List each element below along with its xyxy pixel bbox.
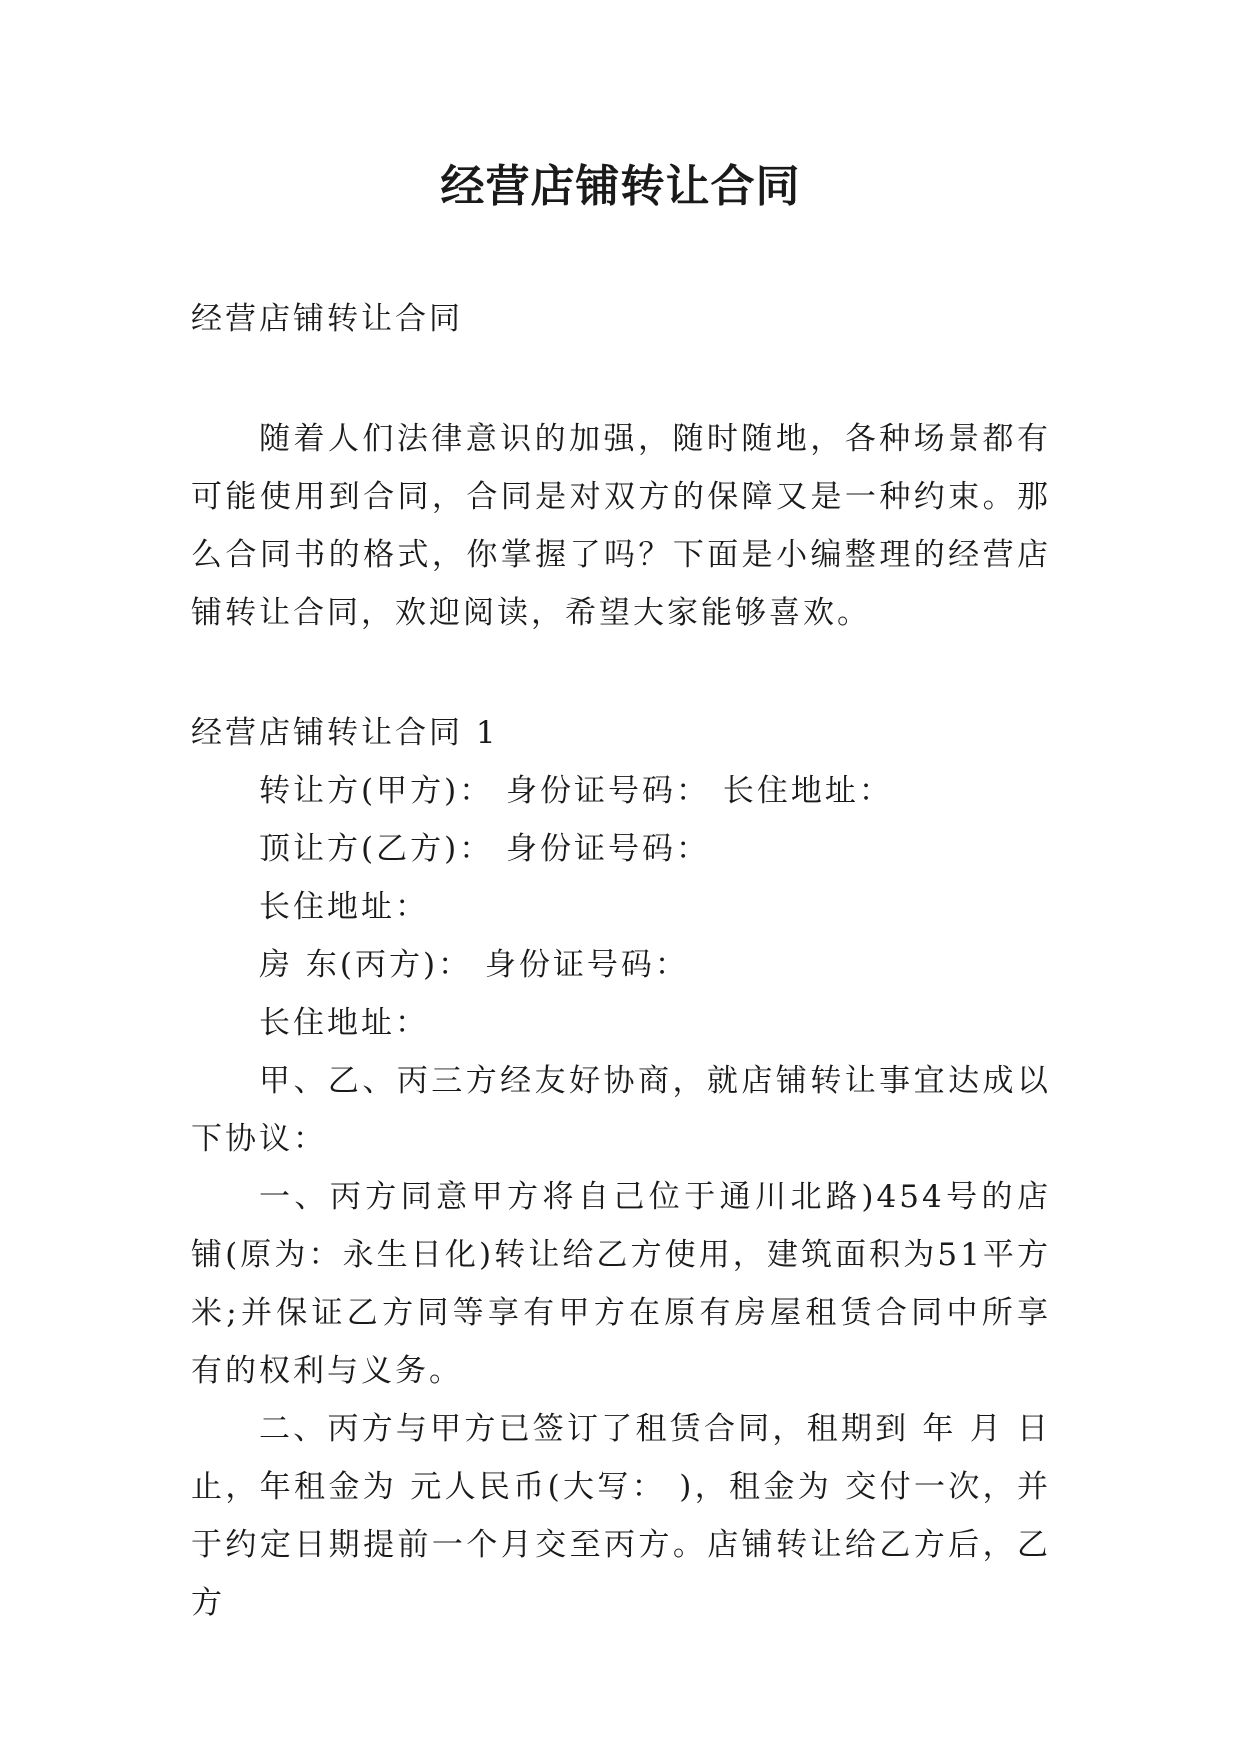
document-body [191,290,1051,1632]
party-line-transferee-address: 长住地址： [259,889,429,925]
document-subtitle: 经营店铺转让合同 [191,301,463,337]
party-line-transferee: 顶让方(乙方)： 身份证号码： [259,831,711,867]
section-heading: 经营店铺转让合同 1 [191,715,499,751]
document-title: 经营店铺转让合同 [440,161,801,212]
party-line-transferor: 转让方(甲方)： 身份证号码： 长住地址： [259,773,893,809]
party-line-landlord-address: 长住地址： [259,1005,429,1041]
party-line-landlord: 房 东(丙方)： 身份证号码： [259,947,689,983]
agreement-intro-paragraph: 甲、乙、丙三方经友好协商，就店铺转让事宜达成以下协议： [191,1063,1051,1157]
clause-2-paragraph: 二、丙方与甲方已签订了租赁合同，租期到 年 月 日止，年租金为 元人民币(大写： )，租金为 交付一次，并于约定日期提前一个月交至丙方。店铺转让给乙方后，乙方 [191,1411,1051,1621]
intro-paragraph: 随着人们法律意识的加强，随时随地，各种场景都有可能使用到合同，合同是对双方的保障又是一种约束。那么合同书的格式，你掌握了吗？下面是小编整理的经营店铺转让合同，欢迎阅读，希望大家能够喜欢。 [191,421,1051,631]
clause-1-paragraph: 一、丙方同意甲方将自己位于通川北路)454号的店铺(原为：永生日化)转让给乙方使用，建筑面积为51平方米;并保证乙方同等享有甲方在原有房屋租赁合同中所享有的权利与义务。 [191,1179,1051,1389]
